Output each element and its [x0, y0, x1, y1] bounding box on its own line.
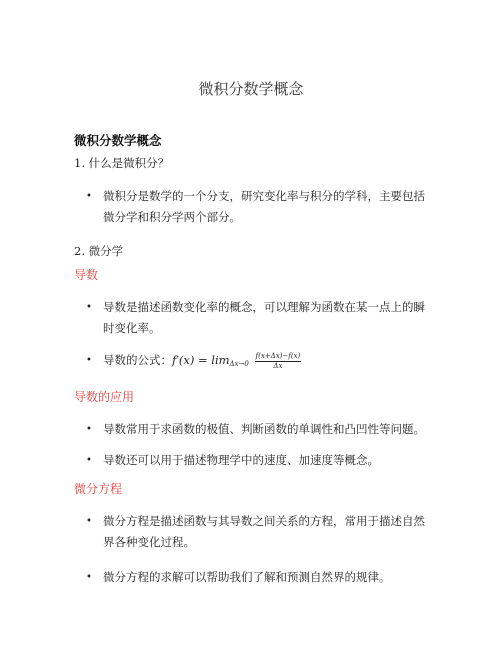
- list-item: [86, 450, 436, 471]
- bullet-text: 微积分是数学的一个分支，研究变化率与积分的学科，主要包括: [103, 189, 425, 203]
- bullet-text: 微分方程是描述函数与其导数之间关系的方程，常用于描述自然: [103, 514, 425, 528]
- formula-fraction: [255, 352, 302, 371]
- bullet-icon: •: [86, 302, 92, 313]
- document-title: 微积分数学概念: [198, 80, 304, 98]
- main-heading: 微积分数学概念: [74, 133, 162, 148]
- bullet-text: 导数常用于求函数的极值、判断函数的单调性和凸凹性等问题。: [103, 422, 425, 436]
- formula-label: 导数的公式：: [103, 353, 172, 367]
- bullet-icon: •: [86, 455, 92, 466]
- bullet-text: 界各种变化过程。: [103, 535, 195, 549]
- bullet-icon: •: [86, 191, 92, 202]
- formula-lhs: f′(x) = lim: [172, 353, 230, 367]
- bullet-icon: •: [86, 516, 92, 527]
- bullet-icon: •: [86, 355, 92, 366]
- formula-numerator: f(x+Δx)−f(x): [255, 351, 301, 360]
- bullet-icon: •: [86, 572, 92, 583]
- list-item: [86, 297, 436, 339]
- bullet-icon: •: [86, 424, 92, 435]
- list-item: [86, 419, 436, 440]
- derivative-heading: 导数: [74, 268, 99, 282]
- diff-eq-heading: 微分方程: [74, 482, 123, 496]
- section-1-title: 1. 什么是微积分？: [74, 156, 170, 170]
- bullet-text: 时变化率。: [103, 321, 161, 335]
- section-2-title: 2. 微分学: [74, 244, 124, 258]
- list-item: [86, 511, 436, 553]
- bullet-text: 微分方程的求解可以帮助我们了解和预测自然界的规律。: [103, 570, 391, 584]
- bullet-text: 导数是描述函数变化率的概念，可以理解为函数在某一点上的瞬: [103, 300, 425, 314]
- derivative-app-heading: 导数的应用: [74, 390, 135, 404]
- bullet-text: 微分学和积分学两个部分。: [103, 210, 241, 224]
- bullet-text: 导数还可以用于描述物理学中的速度、加速度等概念。: [103, 453, 379, 467]
- list-item: [86, 567, 436, 588]
- formula-line: [103, 350, 436, 375]
- list-item: [86, 350, 436, 375]
- list-item: [86, 186, 436, 228]
- formula-denominator: Δx: [273, 361, 283, 370]
- formula-limit-subscript: Δx→0: [229, 360, 249, 368]
